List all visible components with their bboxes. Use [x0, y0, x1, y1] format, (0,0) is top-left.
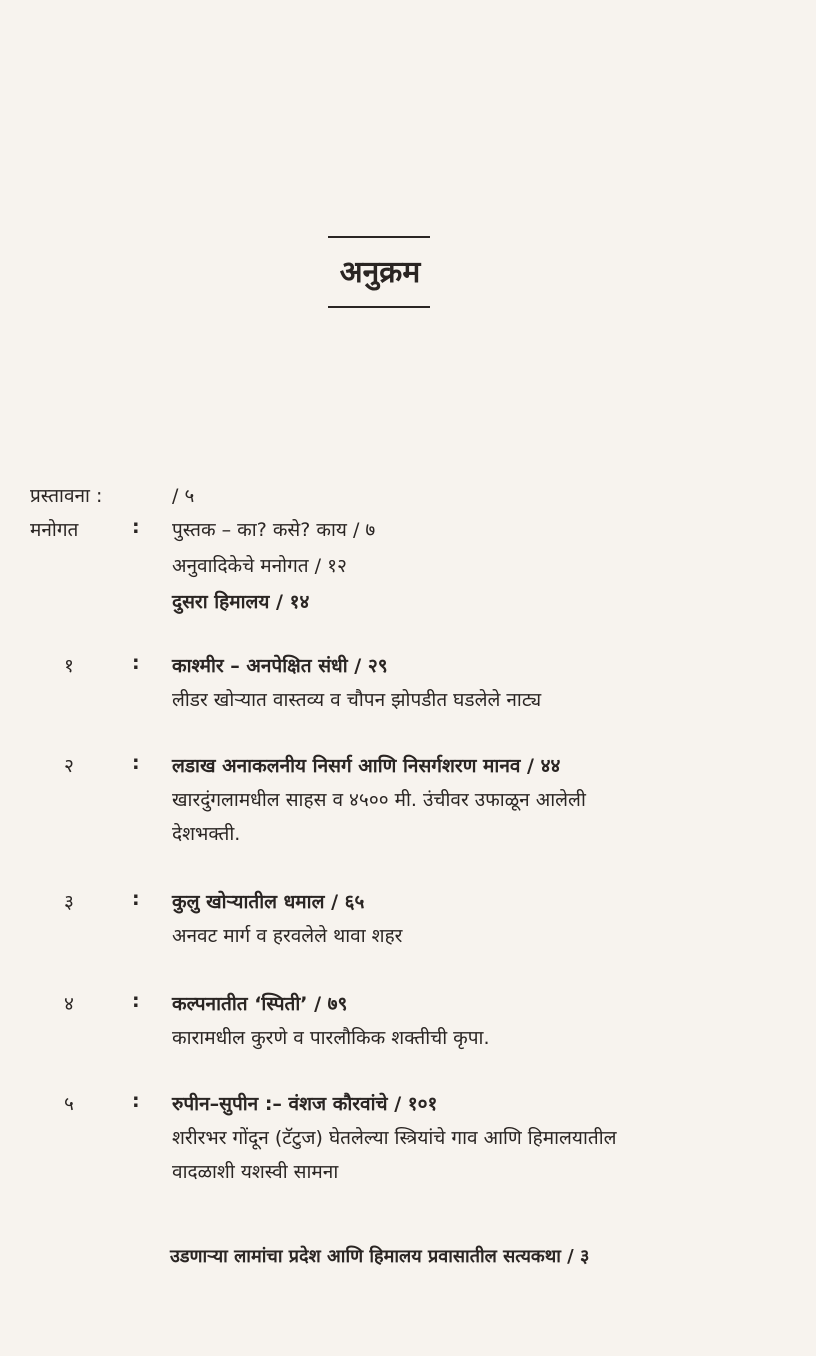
heading-rule-top	[328, 236, 430, 238]
front-manogat-line-2: अनुवादिकेचे मनोगत / १२	[172, 555, 347, 577]
chapter-2-subtitle-line-1: खारदुंगलामधील साहस व ४५०० मी. उंचीवर उफाळून आलेली	[172, 789, 586, 811]
heading-rule-bottom	[328, 306, 430, 308]
chapter-1-colon: :	[132, 652, 140, 674]
page-footer: उडणाऱ्या लामांचा प्रदेश आणि हिमालय प्रवासातील सत्यकथा / ३	[170, 1246, 590, 1267]
chapter-3-subtitle: अनवट मार्ग व हरवलेले थावा शहर	[172, 925, 403, 947]
chapter-4-subtitle: कारामधील कुरणे व पारलौकिक शक्तीची कृपा.	[172, 1027, 490, 1049]
chapter-3-number: ३	[64, 891, 74, 913]
front-label-preface: प्रस्तावना :	[30, 485, 103, 507]
front-manogat-line-3: दुसरा हिमालय / १४	[172, 591, 310, 613]
chapter-5-number: ५	[64, 1093, 74, 1115]
front-label-manogat: मनोगत	[30, 519, 79, 541]
chapter-2-subtitle-line-2: देशभक्ती.	[172, 823, 241, 845]
chapter-3-title: कुलु खोऱ्यातील धमाल / ६५	[172, 891, 365, 913]
chapter-2-title: लडाख अनाकलनीय निसर्ग आणि निसर्गशरण मानव / ४४	[172, 755, 561, 777]
front-preface-page: / ५	[172, 485, 195, 507]
chapter-4-number: ४	[64, 993, 74, 1015]
chapter-2-number: २	[64, 755, 74, 777]
chapter-4-title: कल्पनातीत ‘स्पिती’ / ७९	[172, 993, 348, 1015]
front-manogat-line-1: पुस्तक – का? कसे? काय / ७	[172, 519, 376, 541]
chapter-5-subtitle-line-2: वादळाशी यशस्वी सामना	[172, 1161, 339, 1183]
chapter-1-title: काश्मीर – अनपेक्षित संधी / २९	[172, 655, 388, 677]
front-colon-manogat: :	[132, 516, 140, 538]
chapter-5-colon: :	[132, 1090, 140, 1112]
chapter-1-number: १	[64, 655, 74, 677]
chapter-4-colon: :	[132, 990, 140, 1012]
chapter-3-colon: :	[132, 888, 140, 910]
chapter-1-subtitle: लीडर खोऱ्यात वास्तव्य व चौपन झोपडीत घडलेले नाट्य	[172, 689, 542, 711]
chapter-5-title: रुपीन–सुपीन :– वंशज कौरवांचे / १०१	[172, 1093, 438, 1115]
page-title: अनुक्रम	[339, 255, 421, 290]
chapter-5-subtitle-line-1: शरीरभर गोंदून (टॅटुज) घेतलेल्या स्त्रियांचे गाव आणि हिमालयातील	[172, 1127, 617, 1149]
chapter-2-colon: :	[132, 752, 140, 774]
